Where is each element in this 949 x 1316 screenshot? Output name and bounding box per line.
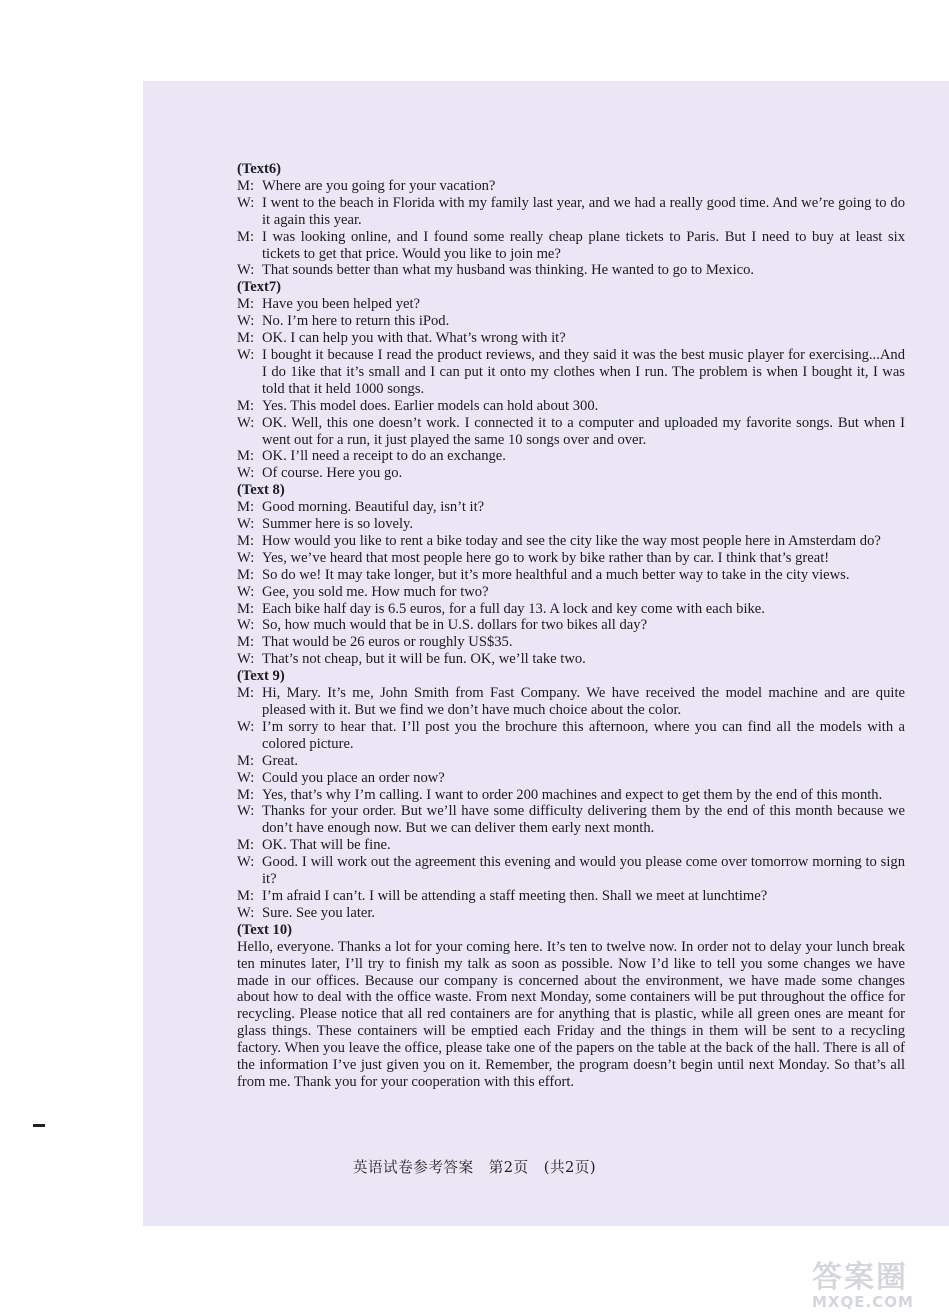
speaker-label: W: xyxy=(237,904,255,921)
dialogue-text: Where are you going for your vacation? xyxy=(262,177,496,194)
speaker-label: W: xyxy=(237,414,255,431)
answer-transcript xyxy=(237,161,905,1091)
dialogue-line xyxy=(237,313,905,330)
speaker-label: W: xyxy=(237,549,255,566)
dialogue-text: I’m sorry to hear that. I’ll post you the brochure this afternoon, where you can find all the models with a colored picture. xyxy=(262,718,905,752)
dialogue-line xyxy=(237,753,905,770)
dialogue-line xyxy=(237,787,905,804)
speaker-label: M: xyxy=(237,397,255,414)
dialogue-text: I bought it because I read the product reviews, and they said it was the best music player for exercising...And I do 1ike that it’s small and I can put it onto my clothes when I run. The problem is when I bought it, I was told that it held 1000 songs. xyxy=(262,346,905,397)
dialogue-line xyxy=(237,617,905,634)
speaker-label: M: xyxy=(237,600,255,617)
dialogue-text: How would you like to rent a bike today and see the city like the way most people here in Amsterdam do? xyxy=(262,532,881,549)
dialogue-text: That would be 26 euros or roughly US$35. xyxy=(262,634,513,651)
dialogue-text: No. I’m here to return this iPod. xyxy=(262,313,450,330)
speaker-label: W: xyxy=(237,516,255,533)
dialogue-text: So do we! It may take longer, but it’s more healthful and a much better way to take in the city views. xyxy=(262,566,850,583)
dialogue-text: Gee, you sold me. How much for two? xyxy=(262,583,489,600)
speaker-label: M: xyxy=(237,448,255,465)
dialogue-line xyxy=(237,905,905,922)
dialogue-text: I went to the beach in Florida with my family last year, and we had a really good time. And we’re going to do it again this year. xyxy=(262,194,905,228)
dialogue-text: Good morning. Beautiful day, isn’t it? xyxy=(262,499,485,516)
dialogue-line xyxy=(237,415,905,449)
dialogue-text: Good. I will work out the agreement this evening and would you please come over tomorrow morning to sign it? xyxy=(262,854,905,888)
speaker-label: M: xyxy=(237,499,255,516)
dialogue-text: OK. Well, this one doesn’t work. I connected it to a computer and uploaded my favorite songs. But when I went out for a run, it just played the same 10 songs over and over. xyxy=(262,414,905,448)
speaker-label: M: xyxy=(237,837,255,854)
speaker-label: W: xyxy=(237,583,255,600)
speaker-label: M: xyxy=(237,887,255,904)
speaker-label: M: xyxy=(237,786,255,803)
dialogue-line xyxy=(237,448,905,465)
dialogue-line xyxy=(237,296,905,313)
dialogue-line xyxy=(237,550,905,567)
page-footer: 英语试卷参考答案 第2页 (共2页) xyxy=(352,1159,597,1176)
dialogue-text: Each bike half day is 6.5 euros, for a full day 13. A lock and key come with each bike. xyxy=(262,600,765,617)
dialogue-line xyxy=(237,398,905,415)
speaker-label: W: xyxy=(237,194,255,211)
dialogue-text: Thanks for your order. But we’ll have some difficulty delivering them by the end of this month because we don’t have enough now. But we can deliver them early next month. xyxy=(262,803,905,837)
dialogue-text: I was looking online, and I found some really cheap plane tickets to Paris. But I need to buy at least six tickets to get that price. Would you like to join me? xyxy=(262,228,905,262)
dialogue-text: Have you been helped yet? xyxy=(262,296,421,313)
dialogue-line xyxy=(237,803,905,837)
section-heading: (Text 10) xyxy=(237,921,292,938)
dialogue-text: Yes. This model does. Earlier models can hold about 300. xyxy=(262,397,599,414)
dialogue-line xyxy=(237,533,905,550)
speaker-label: W: xyxy=(237,803,255,820)
dialogue-text: Yes, we’ve heard that most people here go to work by bike rather than by car. I think that’s great! xyxy=(262,549,830,566)
dialogue-line xyxy=(237,465,905,482)
speaker-label: W: xyxy=(237,262,255,279)
dialogue-line xyxy=(237,178,905,195)
dialogue-text: OK. That will be fine. xyxy=(262,837,391,854)
dialogue-line xyxy=(237,651,905,668)
speaker-label: M: xyxy=(237,330,255,347)
watermark-logo xyxy=(812,1262,947,1316)
watermark-url: MXQE.COM xyxy=(812,1293,914,1311)
dialogue-text: That sounds better than what my husband was thinking. He wanted to go to Mexico. xyxy=(262,262,755,279)
dialogue-text: So, how much would that be in U.S. dollars for two bikes all day? xyxy=(262,617,648,634)
dialogue-line xyxy=(237,584,905,601)
margin-mark xyxy=(33,1124,45,1127)
speaker-label: M: xyxy=(237,228,255,245)
speaker-label: W: xyxy=(237,617,255,634)
dialogue-text: Great. xyxy=(262,752,299,769)
section-heading: (Text6) xyxy=(237,161,282,177)
speaker-label: M: xyxy=(237,685,255,702)
speaker-label: M: xyxy=(237,566,255,583)
watermark-logo-text: 答案圈 xyxy=(812,1260,908,1295)
dialogue-line xyxy=(237,347,905,398)
speaker-label: M: xyxy=(237,177,255,194)
speaker-label: W: xyxy=(237,854,255,871)
dialogue-text: That’s not cheap, but it will be fun. OK, we’ll take two. xyxy=(262,651,586,668)
dialogue-text: Hi, Mary. It’s me, John Smith from Fast Company. We have received the model machine and are quite pleased with it. But we find we don’t have much choice about the color. xyxy=(262,685,905,718)
dialogue-line xyxy=(237,601,905,618)
dialogue-line xyxy=(237,516,905,533)
speaker-label: W: xyxy=(237,769,255,786)
dialogue-line xyxy=(237,685,905,719)
monologue-paragraph: Hello, everyone. Thanks a lot for your coming here. It’s ten to twelve now. In order not to delay your lunch break ten minutes later, I’ll try to finish my talk as soon as possible. Now I’d like to tell you some changes we have made in our offices. Because our company is concerned about the environment, we have made some changes about how to deal with the office waste. From next Monday, some containers will be put throughout the office for recycling. Please notice that all red containers are for anything that is plastic, while all green ones are meant for glass things. These containers will be emptied each Friday and the things in them will be sent to a recycling factory. When you leave the office, please take one of the papers on the table at the back of the hall. There is all of the information I’ve just given you on it. Remember, the program doesn’t begin until next Monday. So that’s all from me. Thank you for your cooperation with this effort. xyxy=(237,938,905,1090)
speaker-label: M: xyxy=(237,752,255,769)
speaker-label: M: xyxy=(237,634,255,651)
dialogue-line xyxy=(237,195,905,229)
dialogue-line xyxy=(237,262,905,279)
dialogue-line xyxy=(237,854,905,888)
dialogue-line xyxy=(237,499,905,516)
dialogue-text: Yes, that’s why I’m calling. I want to order 200 machines and expect to get them by the end of this month. xyxy=(262,786,883,803)
dialogue-line xyxy=(237,634,905,651)
speaker-label: M: xyxy=(237,296,255,313)
speaker-label: W: xyxy=(237,465,255,482)
dialogue-text: I’m afraid I can’t. I will be attending a staff meeting then. Shall we meet at lunchtime? xyxy=(262,887,768,904)
dialogue-text: Summer here is so lovely. xyxy=(262,516,414,533)
dialogue-line xyxy=(237,330,905,347)
speaker-label: W: xyxy=(237,718,255,735)
section-heading: (Text7) xyxy=(237,279,282,296)
dialogue-line xyxy=(237,837,905,854)
dialogue-text: OK. I can help you with that. What’s wrong with it? xyxy=(262,330,566,347)
dialogue-line xyxy=(237,229,905,263)
dialogue-text: Of course. Here you go. xyxy=(262,465,403,482)
dialogue-text: Sure. See you later. xyxy=(262,904,376,921)
dialogue-line xyxy=(237,719,905,753)
speaker-label: W: xyxy=(237,313,255,330)
speaker-label: W: xyxy=(237,346,255,363)
dialogue-line xyxy=(237,567,905,584)
speaker-label: M: xyxy=(237,532,255,549)
section-heading: (Text 8) xyxy=(237,482,285,499)
dialogue-text: OK. I’ll need a receipt to do an exchange. xyxy=(262,448,506,465)
dialogue-line xyxy=(237,888,905,905)
dialogue-text: Could you place an order now? xyxy=(262,769,445,786)
dialogue-line xyxy=(237,770,905,787)
speaker-label: W: xyxy=(237,651,255,668)
section-heading: (Text 9) xyxy=(237,668,285,685)
